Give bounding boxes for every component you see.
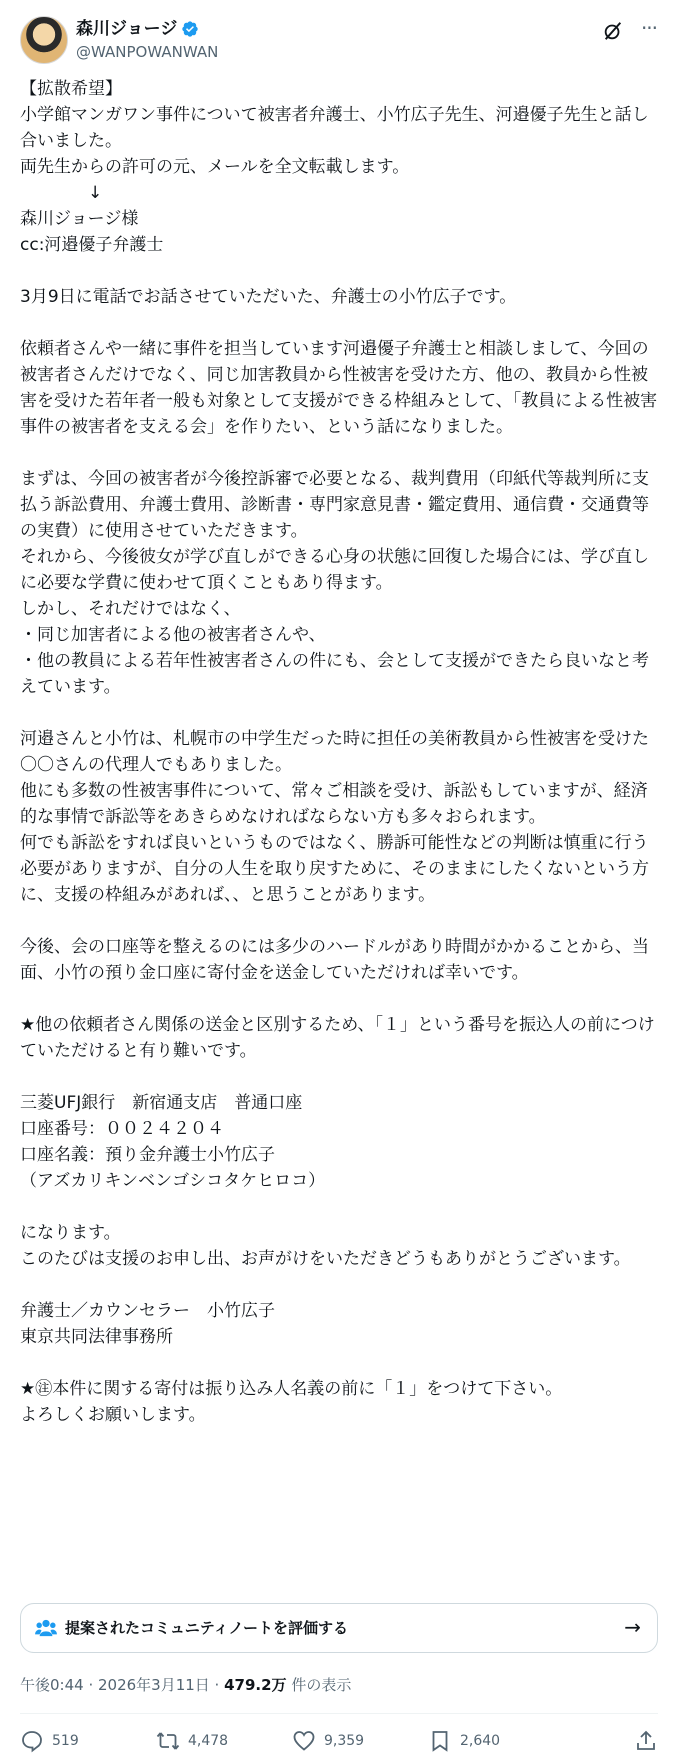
author-name-row[interactable] [76, 18, 199, 40]
share-button[interactable] [634, 1726, 658, 1756]
grok-icon[interactable] [602, 20, 624, 42]
repost-count: 4,478 [188, 1733, 229, 1749]
like-button[interactable] [292, 1726, 364, 1756]
tweet-text: 【拡散希望】 小学館マンガワン事件について被害者弁護士、小竹広子先生、河邉優子先生と話し合いました。 両先生からの許可の元、メールを全文転載します。 ↓ 森川ジョージ様 cc:河邉優子弁護士 3月9日に電話でお話させていただいた、弁護士の小竹広子です。 依頼者さんや一緒に事件を担当しています河邉優子弁護士と相談しまして、今回の被害者さんだけでなく、同じ加害教員から性被害を受けた方、他の、教員から性被害を受けた若年者一般も対象として支援ができる枠組みとして、「教員による性被害事件の被害者を支える会」を作りたい、という話になりました。 まずは、今回の被害者が今後控訴審で必要となる、裁判費用（印紙代等裁判所に支払う訴訟費用、弁護士費用、診断書・専門家意見書・鑑定費用、通信費・交通費等の実費）に使用させていただきます。 それから、今後彼女が学び直しができる心身の状態に回復した場合には、学び直しに必要な学費に使わせて頂くこともあり得ます。 しかし、それだけではなく、 ・同じ加害者による他の被害者さんや、 ・他の教員による若年性被害者さんの件にも、会として支援ができたら良いなと考えています。 河邉さんと小竹は、札幌市の中学生だった時に担任の美術教員から性被害を受けた〇〇さんの代理人でもありました。 他にも多数の性被害事件について、常々ご相談を受け、訴訟もしていますが、経済的な事情で訴訟等をあきらめなければならない方も多々おられます。 何でも訴訟をすれば良いというものではなく、勝訴可能性などの判断は慎重に行う必要がありますが、自分の人生を取り戻すために、そのままにしたくないという方に、支援の枠組みがあれば、、と思うことがあります。 今後、会の口座等を整えるのには多少のハードルがあり時間がかかることから、当面、小竹の預り金口座に寄付金を送金していただければ幸いです。 ★他の依頼者さん関係の送金と区別するため、「１」という番号を振込人の前につけていただけると有り難いです。 三菱UFJ銀行 新宿通支店 普通口座 口座番号：００２４２０４ 口座名義：預り金弁護士小竹広子 （アズカリキンベンゴシコタケヒロコ） になります。 このたびは支援のお申し出、お声がけをいただきどうもありがとうございます。 弁護士／カウンセラー 小竹広子 東京共同法律事務所 ★㊟本件に関する寄付は振り込み人名義の前に「１」をつけて下さい。 よろしくお願いします。 [20, 79, 658, 1425]
timestamp[interactable]: 午後0:44 · 2026年3月11日 · [20, 1676, 225, 1694]
tweet-meta [20, 1675, 351, 1695]
reply-icon [20, 1729, 44, 1753]
repost-button[interactable] [156, 1726, 228, 1756]
repost-icon [156, 1729, 180, 1753]
arrow-right-icon: → [624, 1615, 641, 1639]
author-handle[interactable]: @WANPOWANWAN [76, 43, 219, 61]
community-notes-button[interactable] [20, 1603, 658, 1653]
tweet-header [20, 16, 660, 68]
bookmark-icon [428, 1729, 452, 1753]
community-notes-label: 提案されたコミュニティノートを評価する [65, 1619, 349, 1637]
like-icon [292, 1729, 316, 1753]
author-display-name[interactable]: 森川ジョージ [76, 19, 178, 39]
reply-button[interactable] [20, 1726, 79, 1756]
view-count-suffix: 件の表示 [286, 1676, 352, 1694]
bookmark-button[interactable] [428, 1726, 500, 1756]
more-icon[interactable]: ··· [640, 16, 658, 40]
avatar[interactable] [20, 16, 68, 64]
reply-count: 519 [52, 1733, 79, 1749]
view-count: 479.2万 [224, 1676, 287, 1694]
share-icon [634, 1729, 658, 1753]
action-bar [20, 1726, 658, 1756]
bookmark-count: 2,640 [460, 1733, 501, 1749]
divider [20, 1713, 658, 1714]
community-notes-icon [35, 1618, 57, 1638]
like-count: 9,359 [324, 1733, 365, 1749]
verified-badge-icon [181, 20, 199, 38]
